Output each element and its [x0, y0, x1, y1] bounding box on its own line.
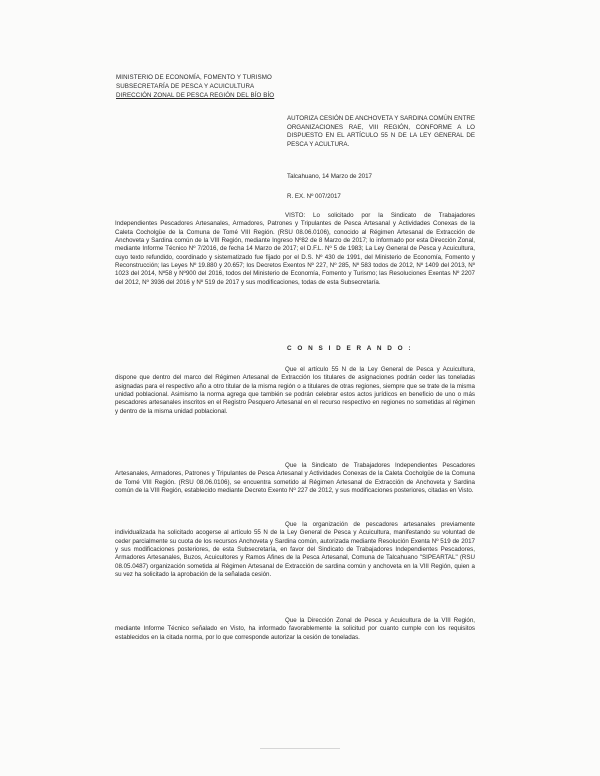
considerando-paragraph-3 — [115, 521, 475, 579]
considerando-paragraph-1 — [115, 366, 475, 416]
scan-artifact-line — [260, 748, 340, 749]
paragraph-text: Que la Dirección Zonal de Pesca y Acuicultura de la VIII Región, mediante Informe Técnico señalado en Visto, ha informado favorablemente la solicitud por cuanto cumple con los requisitos establecidos en la citada norma, por lo que corresponde autorizar la cesión de toneladas. — [115, 617, 475, 641]
paragraph-text: Que el artículo 55 N de la Ley General de Pesca y Acuicultura, dispone que dentro del marco del Régimen Artesanal de Extracción los titulares de asignaciones podrán ceder las toneladas asignadas para el respectivo año a otro titular de la misma región o a titulares de otras regiones, siempre que se trate de la misma unidad poblacional. Asimismo la norma agrega que también se podrán celebrar estos actos jurídicos en beneficio de uno o más pescadores artesanales inscritos en el Registro Pesquero Artesanal en el recurso respectivo en regiones no sometidas al régimen y dentro de la misma unidad poblacional. — [115, 366, 475, 415]
resolution-number: R. EX. Nº 007/2017 — [287, 193, 341, 200]
considerando-paragraph-2 — [115, 462, 475, 495]
considerando-paragraph-4 — [115, 617, 475, 642]
visto-label: VISTO: — [285, 212, 306, 219]
resolution-date: Talcahuano, 14 Marzo de 2017 — [287, 173, 372, 180]
resolution-subject: AUTORIZA CESIÓN DE ANCHOVETA Y SARDINA COMÚN ENTRE ORGANIZACIONES RAE, VIII REGIÓN, CONFORME A LO DISPUESTO EN EL ARTÍCULO 55 N DE LA LEY GENERAL DE PESCA Y ACULTURA. — [287, 115, 475, 148]
visto-paragraph — [115, 212, 475, 287]
zonal-direction-line: DIRECCIÓN ZONAL DE PESCA REGIÓN DEL BÍO BÍO — [116, 92, 275, 99]
subsecretariat-line: SUBSECRETARÍA DE PESCA Y ACUICULTURA — [116, 83, 255, 90]
ministry-line: MINISTERIO DE ECONOMÍA, FOMENTO Y TURISMO — [116, 74, 272, 81]
visto-text: Lo solicitado por la Sindicato de Trabajadores Independientes Pescadores Artesanales, Armadores, Patrones y Tripulantes de Pesca Artesanal y Actividades Conexas de la Caleta Cocholgüe de la Comuna de Tomé VIII Región. (RSU 08.06.0106), conocido al Régimen Artesanal de Extracción de Anchoveta y Sardina común de la VIII Región, mediante Ingreso Nº82 de 8 Marzo de 2017; lo informado por esta Dirección Zonal, mediante Informe Técnico Nº 7/2016, de fecha 14 Marzo de 2017; el D.F.L. Nº 5 de 1983; La Ley General de Pesca y Acuicultura, cuyo texto refundido, coordinado y sistematizado fue fijado por el D.S. Nº 430 de 1991, del Ministerio de Economía, Fomento y Reconstrucción; las Leyes Nº 19.880 y 20.657; los Decretos Exentos Nº 227, Nº 285, Nº 583 todos de 2012, Nº 1409 del 2013, Nº 1023 del 2014, Nº58 y Nº900 del 2016, todos del Ministerio de Economía, Fomento y Turismo; las Resoluciones Exentas Nº 2207 del 2012, Nº 3936 del 2016 y Nº 519 de 2017 y sus modificaciones, todas de esta Subsecretaría. — [115, 212, 475, 286]
letterhead — [116, 73, 274, 100]
considerando-heading: C O N S I D E R A N D O : — [287, 345, 413, 352]
paragraph-text: Que la organización de pescadores artesanales previamente individualizada ha solicitado acogerse al artículo 55 N de la Ley General de Pesca y Acuicultura, manifestando su voluntad de ceder parcialmente su cuota de los recursos Anchoveta y Sardina común, autorizada mediante Resolución Exenta Nº 519 de 2017 y sus modificaciones posteriores, de esta Subsecretaría, en favor del Sindicato de Trabajadores Independientes Pescadores, Armadores Artesanales, Buzos, Acuicultores y Ramos Afines de la Pesca Artesanal, Comuna de Talcahuano "SIPEARTAL" (RSU 08.05.0487) organización sometida al Régimen Artesanal de Extracción de sardina común y anchoveta en la VIII Región, quien a su vez ha solicitado la aprobación de la señalada cesión. — [115, 521, 475, 579]
paragraph-text: Que la Sindicato de Trabajadores Independientes Pescadores Artesanales, Armadores, Patrones y Tripulantes de Pesca Artesanal y Actividades Conexas de la Caleta Cocholgüe de la Comuna de Tomé VIII Región. (RSU 08.06.0106), se encuentra sometido al Régimen Artesanal de Extracción de Anchoveta y Sardina común de la VIII Región, establecido mediante Decreto Exento Nº 227 de 2012, y sus modificaciones posteriores, citadas en Visto. — [115, 462, 475, 495]
